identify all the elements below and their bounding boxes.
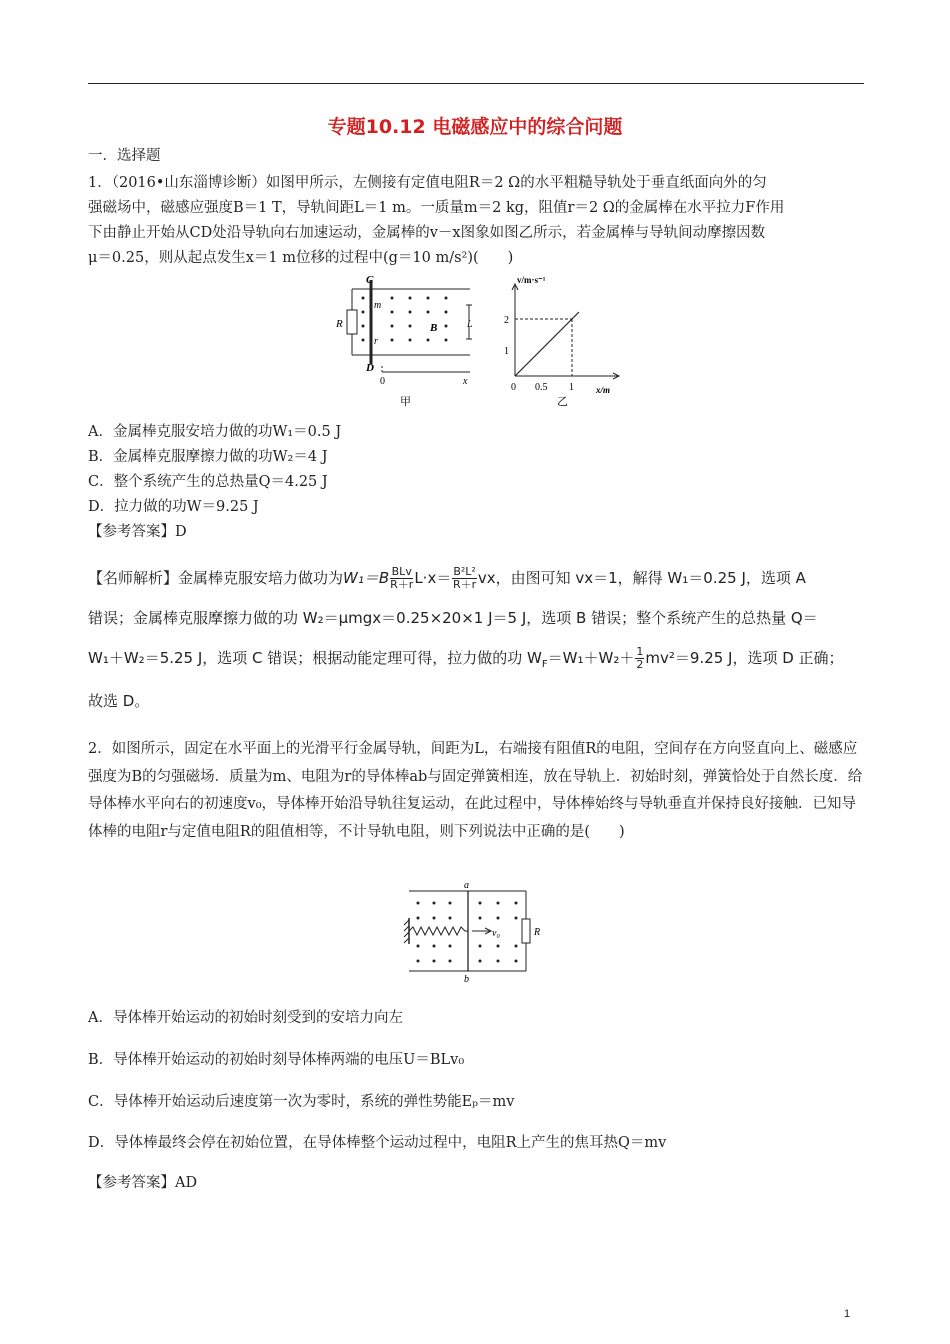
label-v0: v₀ — [492, 928, 500, 939]
label-r: r — [374, 336, 378, 347]
header-rule — [88, 83, 864, 84]
label-b: b — [464, 974, 469, 985]
figure-yi — [500, 272, 630, 412]
q2-option-a: A．导体棒开始运动的初始时刻受到的安培力向左 — [88, 1010, 403, 1026]
xtick-1: 1 — [569, 382, 574, 393]
analysis-line-3: W₁＋W₂＝5.25 J，选项 C 错误；根据动能定理可得，拉力做的功 $W_F=W_1+W_2+$ $\frac{1}{2}$ mv²＝9.25 J，选项 D 正确； — [88, 645, 844, 671]
q1-answer: 【参考答案】D — [88, 524, 187, 540]
analysis-line-2: 错误；金属棒克服摩擦力做的功 W₂＝μmgx＝0.25×20×1 J＝5 J，选项 B 错误；整个系统产生的总热量 Q＝ — [88, 609, 818, 627]
q1-option-c: C．整个系统产生的总热量Q＝4.25 J — [88, 474, 328, 490]
page-title: 专题10.12 电磁感应中的综合问题 — [327, 116, 623, 138]
q1-line-3: 下由静止开始从CD处沿导轨向右加速运动，金属棒的v－x图象如图乙所示，若金属棒与导轨间动摩擦因数 — [88, 225, 766, 241]
label-L: L — [467, 319, 473, 330]
y-axis-label: v/m·s⁻¹ — [517, 275, 546, 285]
q2-option-c: C．导体棒开始运动后速度第一次为零时，系统的弹性势能Eₚ＝mv — [88, 1094, 515, 1110]
xtick-0.5: 0.5 — [535, 382, 548, 393]
q2-option-d: D．导体棒最终会停在初始位置，在导体棒整个运动过程中，电阻R上产生的焦耳热Q＝mv — [88, 1135, 667, 1151]
section-heading: 一．选择题 — [88, 148, 161, 164]
label-R: R — [336, 318, 343, 330]
label-C: C — [366, 274, 374, 286]
q1-line-1: 1．（2016•山东淄博诊断）如图甲所示，左侧接有定值电阻R＝2 Ω的水平粗糙导轨处于垂直纸面向外的匀 — [88, 175, 767, 191]
caption-yi: 乙 — [557, 396, 568, 408]
analysis-line-4: 故选 D。 — [88, 692, 150, 710]
q1-option-b: B．金属棒克服摩擦力做的功W₂＝4 J — [88, 449, 328, 465]
label-x: x — [463, 376, 468, 387]
label-m: m — [374, 300, 382, 311]
figure-jia — [330, 272, 480, 412]
analysis-line-1: 【名师解析】金属棒克服安培力做功为W₁＝B $\frac{\text{BLv}}{R+r}$ L·x＝ $\frac{\text{B²L²}}{R+r}$ vx，由图可知 vx＝1，解得 W₁＝0.25 J，选项 A — [88, 565, 806, 591]
ytick-2: 2 — [504, 315, 509, 326]
ytick-1: 1 — [504, 346, 509, 357]
label-a: a — [464, 880, 469, 891]
label-R-q2: R — [534, 927, 541, 938]
fraction-blv: $\frac{\text{BLv}}{R+r}$ — [390, 565, 414, 591]
fraction-b2l2: $\frac{\text{B²L²}}{R+r}$ — [453, 565, 477, 591]
q1-line-2: 强磁场中，磁感应强度B＝1 T，导轨间距L＝1 m。一质量m＝2 kg，阻值r＝2 Ω的金属棒在水平拉力F作用 — [88, 200, 785, 216]
q1-line-4: μ＝0.25，则从起点发生x＝1 m位移的过程中(g＝10 m/s²)( ) — [88, 250, 514, 266]
q2-answer: 【参考答案】AD — [88, 1175, 198, 1191]
q2-option-b: B．导体棒开始运动的初始时刻导体棒两端的电压U＝BLv₀ — [88, 1052, 465, 1068]
label-B: B — [430, 322, 438, 334]
v-x-line — [515, 312, 579, 376]
figure-q2 — [396, 878, 556, 986]
x-axis-label: x/m — [596, 385, 611, 395]
label-D: D — [366, 362, 374, 374]
fraction-half: $\frac{1}{2}$ — [636, 645, 644, 671]
q1-option-a: A．金属棒克服安培力做的功W₁＝0.5 J — [88, 424, 342, 440]
page-number: 1 — [844, 1308, 851, 1320]
label-origin: 0 — [380, 376, 385, 387]
q1-analysis — [88, 563, 866, 717]
q2-text: 2．如图所示，固定在水平面上的光滑平行金属导轨，间距为L，右端接有阻值R的电阻，空间存在方向竖直向上、磁感应强度为B的匀强磁场．质量为m、电阻为r的导体棒ab与固定弹簧相连，放在导轨上．初始时刻，弹簧恰处于自然长度．给导体棒水平向右的初速度v₀，导体棒开始沿导轨往复运动，在此过程中，导体棒始终与导轨垂直并保持良好接触．已知导体棒的电阻r与定值电阻R的阻值相等，不计导轨电阻，则下列说法中正确的是( ) — [88, 741, 863, 840]
q1-option-d: D．拉力做的功W＝9.25 J — [88, 499, 259, 515]
xtick-0: 0 — [511, 382, 516, 393]
caption-jia: 甲 — [400, 396, 411, 408]
